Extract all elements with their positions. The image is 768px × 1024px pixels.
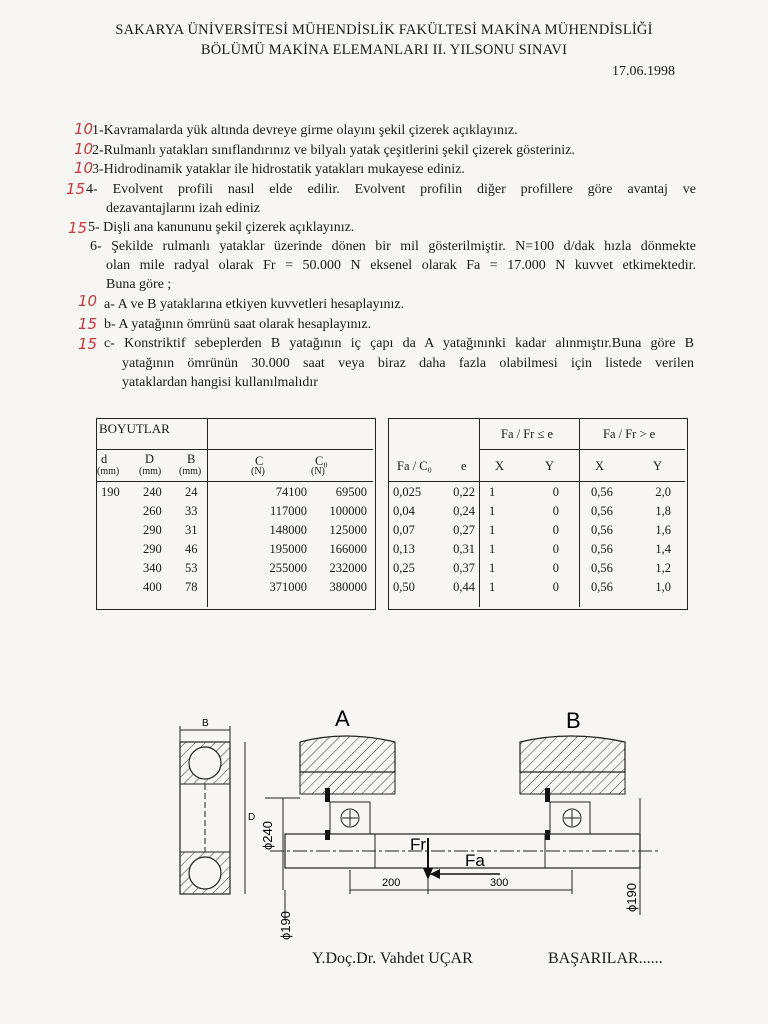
dimensions-cell: 117000 (269, 504, 307, 518)
mark-q2: 10 (74, 140, 94, 158)
question-2: 2-Rulmanlı yatakları sınıflandırınız ve bilyalı yatak çeşitlerini şekil çizerek gösteriniz. (92, 143, 575, 158)
factor-cell: 0 (552, 580, 559, 594)
question-6a: a- A ve B yataklarına etkiyen kuvvetleri hesaplayınız. (104, 297, 405, 312)
question-1: 1-Kavramalarda yük altında devreye girme olayını şekil çizerek açıklayınız. (92, 123, 518, 138)
label-bearing-a: A (335, 706, 350, 731)
col-header-x1: X (495, 459, 505, 473)
dimensions-cell: 148000 (269, 523, 307, 537)
factor-cell: 1 (489, 485, 496, 499)
dimensions-cell: 240 (143, 485, 162, 499)
col-header-C0: C₀ (315, 454, 328, 468)
dimensions-cell: 78 (185, 580, 198, 594)
factor-cell: 0,13 (393, 542, 415, 556)
question-6b: b- A yatağının ömrünü saat olarak hesaplayınız. (104, 317, 372, 332)
factor-cell: 0,56 (591, 580, 613, 594)
factor-cell: 0,24 (453, 504, 475, 518)
factor-cell: 0,44 (453, 580, 475, 594)
housing-a (300, 736, 395, 840)
unit-B: (mm) (179, 466, 202, 477)
header-line1: SAKARYA ÜNİVERSİTESİ MÜHENDİSLİK FAKÜLTESİ MAKİNA MÜHENDİSLİĞİ (115, 22, 653, 38)
factor-cell: 0,07 (393, 523, 415, 537)
question-4: 4- Evolvent profili nasıl elde edilir. Evolvent profilin diğer profillere göre avantaj ve (86, 182, 696, 197)
housing-b (520, 736, 625, 840)
factor-cell: 0 (552, 523, 559, 537)
factor-cell: 0,25 (393, 561, 415, 575)
mark-q5: 15 (68, 219, 88, 237)
question-5: 5- Dişli ana kanununu şekil çizerek açıklayınız. (88, 220, 355, 235)
factor-cell: 0,56 (591, 485, 613, 499)
unit-C: (N) (251, 466, 265, 477)
factor-cell: 0,56 (591, 561, 613, 575)
factor-cell: 1,2 (655, 561, 671, 575)
force-label-fr: Fr (410, 835, 427, 854)
factor-cell: 0,50 (393, 580, 415, 594)
bearing-shaft-drawing (0, 690, 768, 960)
author-name: Y.Doç.Dr. Vahdet UÇAR (312, 950, 473, 967)
dimensions-cell: 46 (185, 542, 198, 556)
question-6-line3: Buna göre ; (106, 277, 172, 292)
question-6c-line2: yatağının ömrünün 30.000 saat veya biraz daha fazla olabilmesi için listede verilen (122, 356, 694, 371)
factor-cell: 1,6 (655, 523, 671, 537)
factor-cell: 1,4 (655, 542, 671, 556)
question-3: 3-Hidrodinamik yataklar ile hidrostatik yatakları mukayese ediniz. (92, 162, 465, 177)
factor-cell: 1 (489, 504, 496, 518)
unit-d: (mm) (97, 466, 120, 477)
factor-cell: 1,0 (655, 580, 671, 594)
dimensions-cell: 290 (143, 523, 162, 537)
factor-cell: 1 (489, 580, 496, 594)
dimensions-cell: 74100 (275, 485, 307, 499)
col-header-y1: Y (545, 459, 555, 473)
unit-D: (mm) (139, 466, 162, 477)
col-header-x2: X (595, 459, 605, 473)
dimensions-cell: 24 (185, 485, 198, 499)
dimensions-cell: 340 (143, 561, 162, 575)
dim-label-B: B (202, 718, 209, 729)
dimensions-cell: 371000 (269, 580, 307, 594)
factor-cell: 0,22 (453, 485, 475, 499)
unit-C0: (N) (311, 466, 325, 477)
header-line2: BÖLÜMÜ MAKİNA ELEMANLARI II. YILSONU SINAVI (200, 42, 568, 58)
factor-cell: 0,56 (591, 523, 613, 537)
factor-cell: 0 (552, 561, 559, 575)
dimensions-cell: 53 (185, 561, 198, 575)
factor-cell: 0,56 (591, 504, 613, 518)
dim-label-D: D (248, 812, 256, 823)
group-header-gt: Fa / Fr > e (603, 427, 656, 441)
mark-q6a: 10 (78, 292, 98, 310)
mark-q1: 10 (74, 120, 94, 138)
dimensions-cell: 31 (185, 523, 198, 537)
col-header-D: D (145, 452, 155, 466)
factor-cell: 0,27 (453, 523, 475, 537)
factor-cell: 0 (552, 504, 559, 518)
factor-cell: 0 (552, 485, 559, 499)
shaft (265, 798, 660, 890)
dim-200: 200 (382, 877, 401, 889)
dimensions-cell: 190 (101, 485, 120, 499)
dimensions-cell: 255000 (269, 561, 307, 575)
dim-phi240: ϕ240 (260, 821, 275, 850)
col-header-C: C (255, 454, 264, 468)
factor-cell: 0,025 (393, 485, 422, 499)
factor-cell: 0,56 (591, 542, 613, 556)
dimensions-cell: 290 (143, 542, 162, 556)
question-6c: c- Konstriktif sebeplerden B yatağının iç çapı da A yatağınınki kadar alınmıştır.Buna göre B (104, 336, 694, 351)
question-6-line2: olan mile radyal olarak Fr = 50.000 N eksenel olarak Fa = 17.000 N kuvvet etkimektedir. (106, 258, 696, 273)
dimensions-cell: 380000 (329, 580, 367, 594)
factor-cell: 1,8 (655, 504, 671, 518)
factor-cell: 0,31 (453, 542, 475, 556)
dimensions-cell: 232000 (329, 561, 367, 575)
col-header-y2: Y (653, 459, 663, 473)
dimensions-cell: 260 (143, 504, 162, 518)
factor-table (388, 418, 688, 610)
dimensions-cell: 100000 (329, 504, 367, 518)
force-arrows (423, 838, 500, 880)
question-4-cont: dezavantajlarını izah ediniz (106, 201, 260, 216)
mark-q4: 15 (66, 180, 86, 198)
dimensions-cell: 195000 (269, 542, 307, 556)
factor-cell: 0,04 (393, 504, 415, 518)
question-6-line1: 6- Şekilde rulmanlı yataklar üzerinde dönen bir mil gösterilmiştir. N=100 d/dak hızla dönmekte (90, 239, 696, 254)
factor-cell: 1 (489, 523, 496, 537)
bearing-section-detail (180, 726, 245, 894)
mark-q3: 10 (74, 159, 94, 177)
factor-cell: 2,0 (655, 485, 671, 499)
group-header-le: Fa / Fr ≤ e (501, 427, 553, 441)
col-header-d: d (101, 452, 108, 466)
dimensions-cell: 125000 (329, 523, 367, 537)
dim-phi190-left: ϕ190 (278, 911, 293, 940)
factor-cell: 0,37 (453, 561, 475, 575)
mark-q6b: 15 (78, 315, 98, 333)
exam-date: 17.06.1998 (612, 64, 675, 79)
question-6c-line3: yataklardan hangisi kullanılmalıdır (122, 375, 318, 390)
col-header-fa-c0: Fa / C₀ (397, 459, 432, 473)
col-header-B: B (187, 452, 196, 466)
table-title: BOYUTLAR (99, 421, 170, 436)
label-bearing-b: B (566, 708, 581, 733)
dimensions-cell: 33 (185, 504, 198, 518)
dim-300: 300 (490, 877, 509, 889)
dimensions-cell: 166000 (329, 542, 367, 556)
dim-phi190-right: ϕ190 (624, 883, 639, 912)
dimensions-cell: 69500 (335, 485, 367, 499)
factor-cell: 1 (489, 542, 496, 556)
force-label-fa: Fa (465, 851, 485, 870)
dimensions-cell: 400 (143, 580, 162, 594)
factor-cell: 1 (489, 561, 496, 575)
dimensions-table (96, 418, 376, 610)
mark-q6c: 15 (78, 335, 98, 353)
factor-cell: 0 (552, 542, 559, 556)
good-luck-text: BAŞARILAR...... (548, 950, 663, 967)
col-header-e: e (461, 459, 467, 473)
